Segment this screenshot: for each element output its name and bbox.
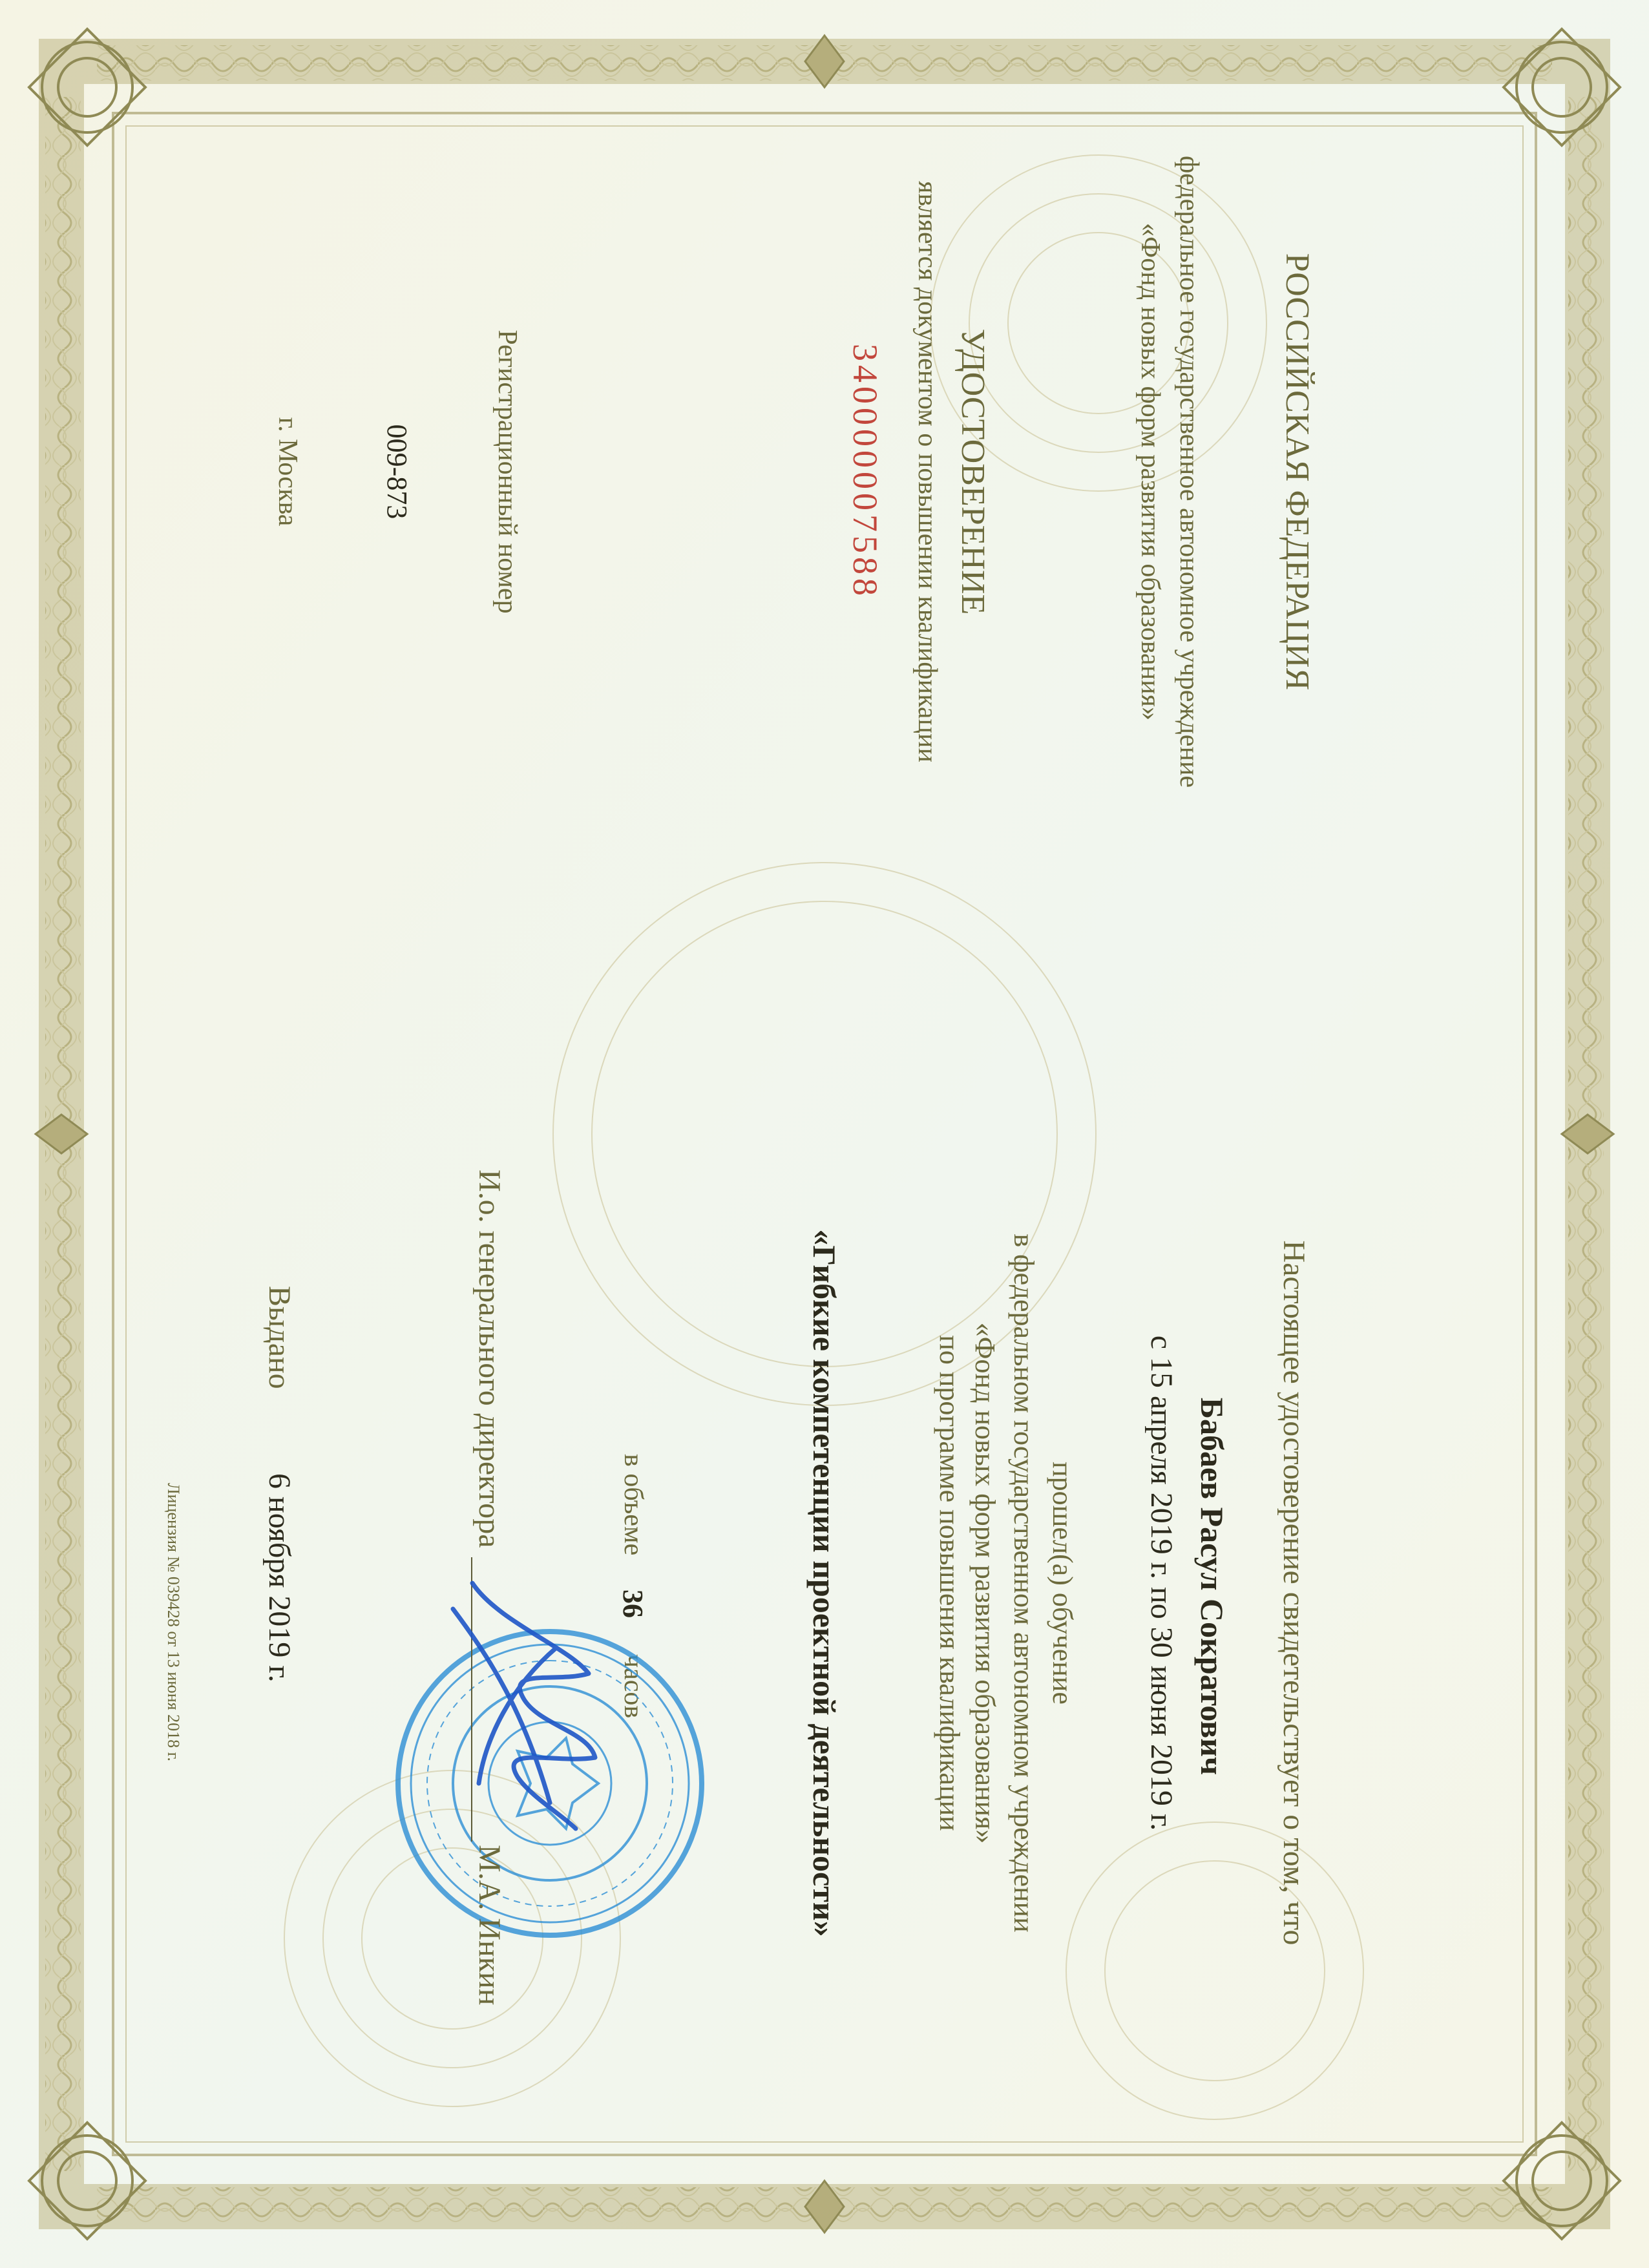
organization-line-1: федеральное государственное автономное учреждение xyxy=(1174,155,1204,788)
country-title: РОССИЙСКАЯ ФЕДЕРАЦИЯ xyxy=(1279,253,1316,691)
volume-prefix: в объеме xyxy=(618,1454,648,1556)
certificate-content xyxy=(72,71,1577,2197)
signer-name: М.А. Инкин xyxy=(472,1845,507,2006)
issued-date: 6 ноября 2019 г. xyxy=(262,1473,297,1683)
training-line-2: в федеральном государственном автономном учреждении xyxy=(1008,1234,1040,1933)
city: г. Москва xyxy=(273,417,302,527)
signer-title: И.о. генерального директора xyxy=(472,1170,507,1548)
intro-text: Настоящее удостоверение свидетельствует о том, что xyxy=(1277,1240,1311,1946)
holder-name: Бабаев Расул Сократович xyxy=(1194,1397,1230,1776)
training-line-3: «Фонд новых форм развития образования» xyxy=(969,1322,1001,1844)
license-text: Лицензия № 039428 от 13 июня 2018 г. xyxy=(164,1483,183,1761)
training-line-4: по программе повышения квалификации xyxy=(934,1335,965,1831)
document-number: 340000007588 xyxy=(846,344,885,600)
training-line-1: прошел(а) обучение xyxy=(1047,1462,1078,1705)
issued-label: Выдано xyxy=(262,1286,297,1389)
volume-suffix: часов xyxy=(618,1654,648,1719)
registration-label: Регистрационный номер xyxy=(492,330,522,614)
volume-hours: 36 xyxy=(617,1590,649,1618)
handwritten-signature-icon xyxy=(434,1570,627,1842)
training-period: с 15 апреля 2019 г. по 30 июня 2019 г. xyxy=(1144,1335,1179,1831)
organization-line-2: «Фонд новых форм развития образования» xyxy=(1135,223,1165,720)
program-title: «Гибкие компетенции проектной деятельности» xyxy=(806,1229,843,1937)
document-title: УДОСТОВЕРЕНИЕ xyxy=(954,328,991,615)
registration-number: 009-873 xyxy=(381,424,413,520)
document-subtitle: является документом о повышении квалификации xyxy=(912,181,942,762)
